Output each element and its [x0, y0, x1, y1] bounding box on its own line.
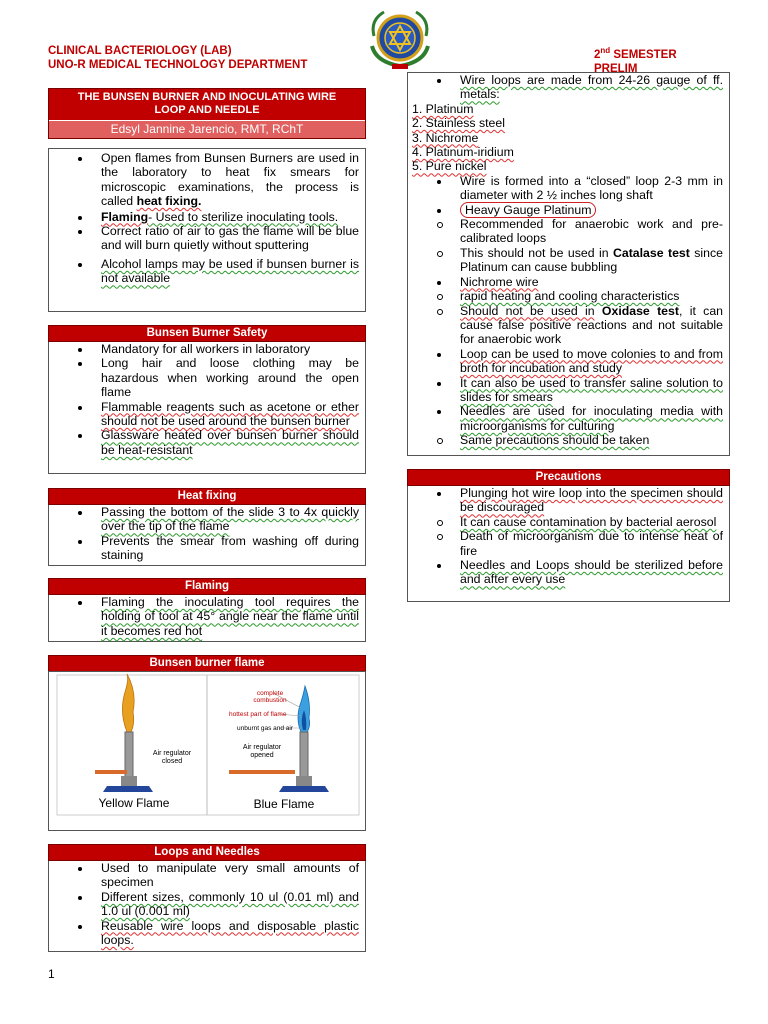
list-item: Flaming the inoculating tool requires the holding of tool at 45° angle near the flame until it becomes red hot — [49, 595, 365, 638]
list-item: Used to manipulate very small amounts of specimen — [49, 861, 365, 890]
section-heading: Flaming — [48, 578, 366, 595]
department-name: UNO-R MEDICAL TECHNOLOGY DEPARTMENT — [48, 59, 308, 71]
flame-section — [48, 655, 366, 672]
list-item: Needles and Loops should be sterilized before and after every use — [408, 558, 729, 587]
loops-section — [48, 844, 366, 952]
section-heading: Precautions — [407, 469, 730, 486]
university-seal-icon — [366, 6, 434, 70]
section-heading: Bunsen burner flame — [48, 655, 366, 672]
yellow-flame-caption: Yellow Flame — [98, 796, 170, 810]
list-item: Correct ratio of air to gas the flame will be blue and will burn quietly without sputtering — [49, 224, 365, 253]
list-item: Reusable wire loops and disposable plastic loops. — [49, 919, 365, 948]
metal-item: 2. Stainless steel — [412, 116, 505, 131]
section-heading: Loops and Needles — [48, 844, 366, 861]
section-heading: Heat fixing — [48, 488, 366, 505]
page-number: 1 — [48, 967, 55, 981]
semester-label: 2nd SEMESTER — [594, 46, 677, 61]
header-left — [48, 44, 307, 72]
list-item: Prevents the smear from washing off during staining — [49, 534, 365, 563]
list-item: It can also be used to transfer saline solution to slides for smears — [408, 376, 729, 405]
heat-fixing-section — [48, 488, 366, 566]
blue-regulator-label: Air regulator opened — [242, 744, 282, 759]
list-item: Passing the bottom of the slide 3 to 4x quickly over the tip of the flame — [49, 505, 365, 534]
yellow-regulator-label: Air regulator closed — [152, 750, 192, 765]
hottest-part-label: hottest part of flame — [229, 711, 287, 718]
intro-section — [48, 148, 366, 312]
list-item: Different sizes, commonly 10 ul (0.01 ml) and 1.0 ul (0.001 ml) — [49, 890, 365, 919]
list-item: Plunging hot wire loop into the specimen should be discouraged — [408, 486, 729, 515]
list-item: Same precautions should be taken — [408, 433, 729, 447]
list-item: Flaming- Used to sterilize inoculating tools. — [49, 210, 365, 224]
list-item: Wire loops are made from 24-26 gauge of ff. metals: — [408, 73, 729, 102]
list-item: Long hair and loose clothing may be hazardous when working around the open flame — [49, 356, 365, 399]
list-item: Flammable reagents such as acetone or ether should not be used around the bunsen burner — [49, 400, 365, 429]
author-line: Edsyl Jannine Jarencio, RMT, RChT — [49, 120, 365, 138]
complete-combustion-label: complete combustion — [253, 690, 287, 704]
metal-item: 3. Nichrome — [412, 130, 479, 145]
section-heading: Bunsen Burner Safety — [48, 325, 366, 342]
list-item: Glassware heated over bunsen burner should be heat-resistant — [49, 428, 365, 457]
metal-item: 1. Platinum — [412, 101, 474, 116]
list-item: rapid heating and cooling characteristics — [408, 289, 729, 303]
metal-item: 5. Pure nickel — [412, 159, 487, 174]
list-item: Needles are used for inoculating media with microorganisms for culturing — [408, 404, 729, 433]
blue-flame-caption: Blue Flame — [253, 797, 315, 811]
flaming-section — [48, 578, 366, 642]
list-item: Recommended for anaerobic work and pre-calibrated loops — [408, 217, 729, 246]
list-item — [408, 203, 729, 217]
document-title: THE BUNSEN BURNER AND INOCULATING WIRE LOOP AND NEEDLE — [49, 89, 365, 120]
flame-diagram — [48, 671, 366, 831]
unburnt-gas-label: unburnt gas and air — [237, 725, 294, 732]
list-item: Wire is formed into a “closed” loop 2-3 mm in diameter with 2 ½ inches long shaft — [408, 174, 729, 203]
list-item: Open flames from Bunsen Burners are used in the laboratory to heat fix smears for microscopic examinations, the process is called heat fixing. — [49, 151, 365, 209]
list-item: Alcohol lamps may be used if bunsen burner is not available — [49, 257, 365, 286]
list-item: Should not be used in Oxidase test, it can cause false positive reactions and not suitable for anaerobic work — [408, 304, 729, 347]
list-item: Nichrome wire — [408, 275, 729, 289]
list-item: This should not be used in Catalase test since Platinum can cause bubbling — [408, 246, 729, 275]
precautions-section — [407, 469, 730, 602]
course-title: CLINICAL BACTERIOLOGY (LAB) — [48, 45, 232, 57]
list-item: Death of microorganism due to intense heat of fire — [408, 529, 729, 558]
circled-label: Heavy Gauge Platinum — [460, 202, 596, 218]
list-item: It can cause contamination by bacterial aerosol — [408, 515, 729, 529]
list-item: Mandatory for all workers in laboratory — [49, 342, 365, 356]
exam-label: PRELIM — [594, 62, 638, 75]
title-block — [48, 88, 366, 139]
list-item: Loop can be used to move colonies to and from broth for incubation and study — [408, 347, 729, 376]
metal-item: 4. Platinum-iridium — [412, 145, 514, 160]
safety-section — [48, 325, 366, 474]
wire-loops-section — [407, 72, 730, 456]
